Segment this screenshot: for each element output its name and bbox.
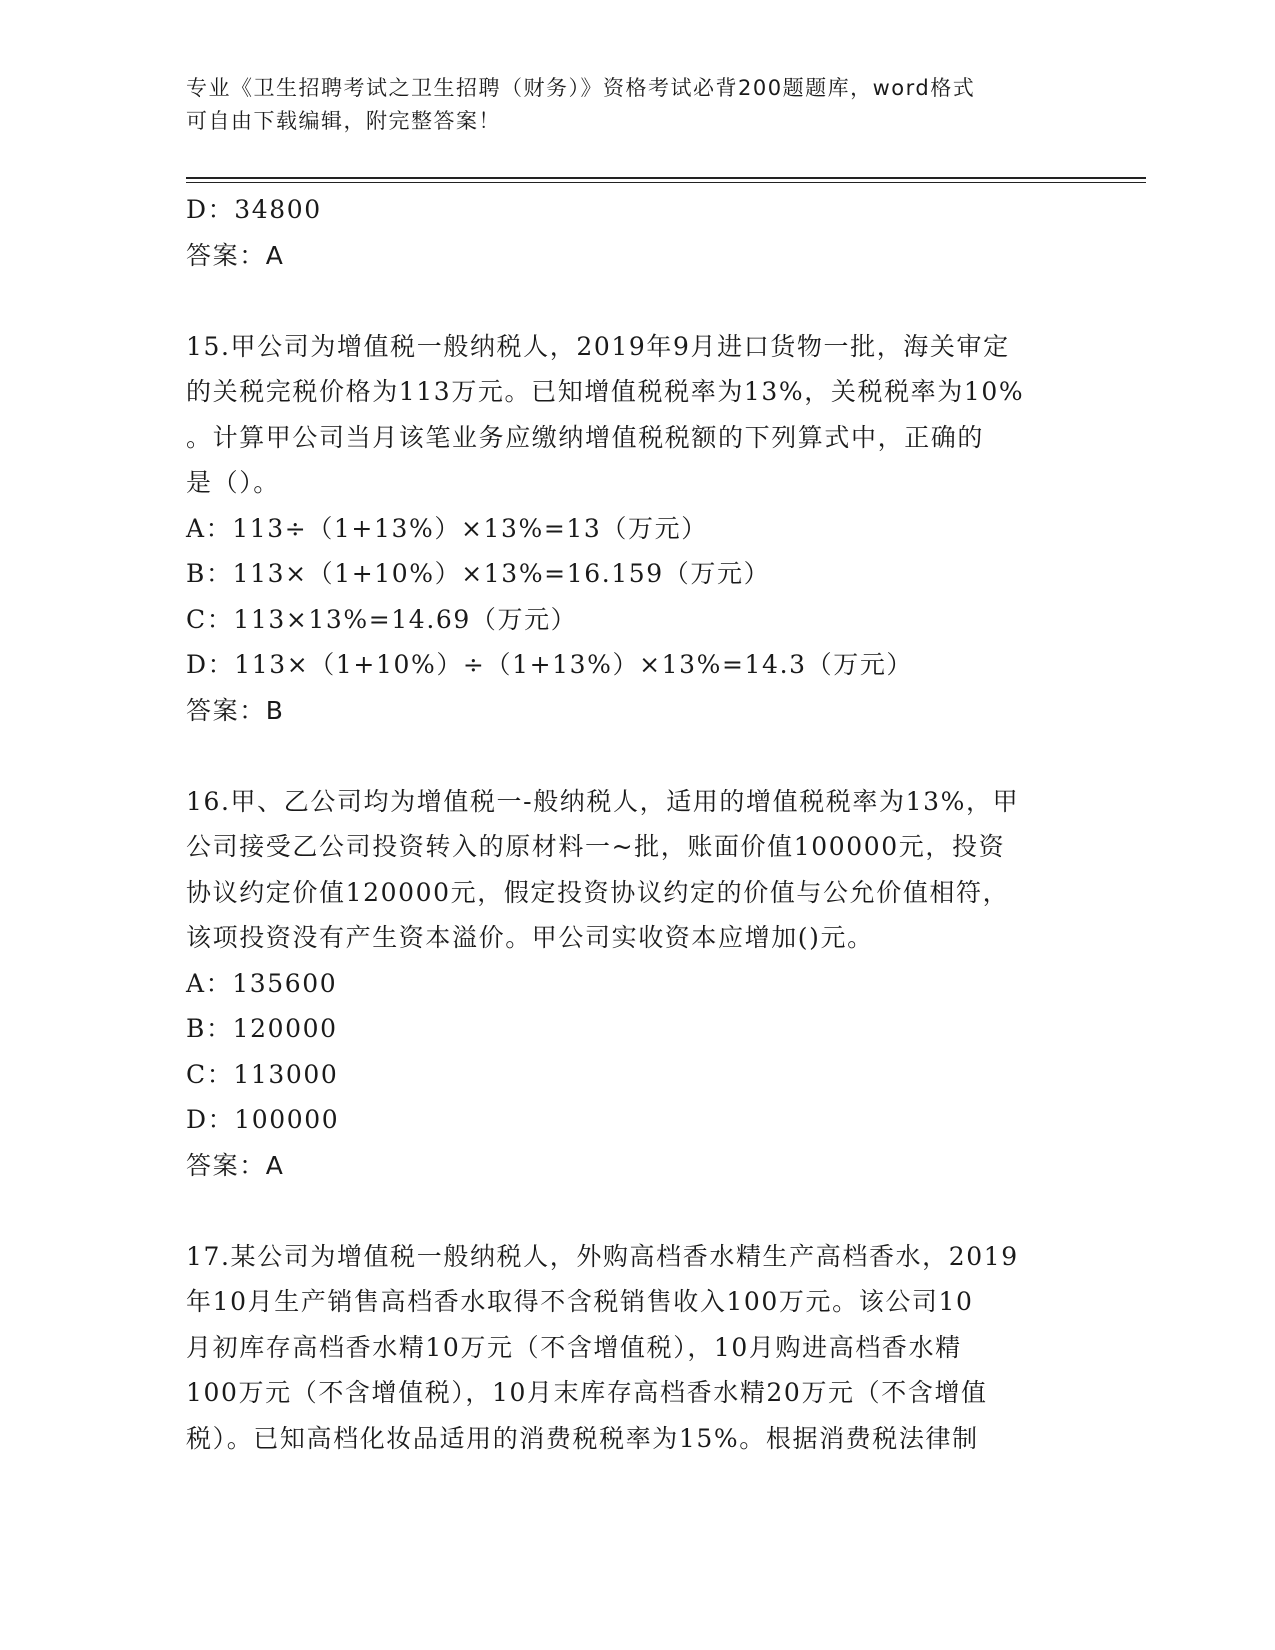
prev-answer: 答案：A: [186, 240, 285, 270]
q15-stem-line: 。计算甲公司当月该笔业务应缴纳增值税税额的下列算式中，正确的: [186, 422, 985, 452]
question-16: [186, 779, 1086, 1189]
q15-option-c: C：113×13%=14.69（万元）: [186, 604, 578, 634]
q16-stem-line: 该项投资没有产生资本溢价。甲公司实收资本应增加()元。: [186, 923, 874, 952]
header-rule-thin: [186, 182, 1146, 183]
question-15: [186, 324, 1086, 734]
q15-option-a: A：113÷（1+13%）×13%=13（万元）: [186, 513, 708, 543]
spacer: [186, 1188, 1086, 1234]
q15-option-d: D：113×（1+10%）÷（1+13%）×13%=14.3（万元）: [186, 650, 914, 679]
header-line-1: 专业《卫生招聘考试之卫生招聘（财务）》资格考试必背200题题库，word格式: [186, 76, 976, 100]
q16-option-c: C：113000: [186, 1059, 339, 1089]
q16-option-a: A：135600: [186, 968, 338, 998]
q16-answer: 答案：A: [186, 1150, 285, 1180]
q16-stem-line: 协议约定价值120000元，假定投资协议约定的价值与公允价值相符，: [186, 877, 1010, 907]
prev-option-d: D：34800: [186, 195, 322, 224]
q16-option-b: B：120000: [186, 1014, 338, 1043]
q17-stem-line: 税）。已知高档化妆品适用的消费税税率为15%。根据消费税法律制: [186, 1423, 979, 1453]
q15-answer: 答案：B: [186, 695, 285, 725]
header-line-2: 可自由下载编辑，附完整答案！: [186, 109, 501, 133]
q15-stem-line: 是（）。: [186, 468, 280, 497]
q17-stem-line: 月初库存高档香水精10万元（不含增值税），10月购进高档香水精: [186, 1332, 962, 1362]
spacer: [186, 733, 1086, 779]
q16-stem-line: 16.甲、乙公司均为增值税一-般纳税人，适用的增值税税率为13%，甲: [186, 786, 1020, 816]
spacer: [186, 278, 1086, 324]
q17-stem-line: 100万元（不含增值税），10月末库存高档香水精20万元（不含增值: [186, 1378, 988, 1407]
header-rule-thick: [186, 177, 1146, 179]
document-header: [186, 72, 1086, 138]
document-body: [186, 187, 1086, 1461]
q15-stem-line: 15.甲公司为增值税一般纳税人，2019年9月进口货物一批，海关审定: [186, 331, 1010, 361]
question-17: [186, 1234, 1086, 1462]
q16-stem-line: 公司接受乙公司投资转入的原材料一~批，账面价值100000元，投资: [186, 832, 1006, 861]
q15-stem-line: 的关税完税价格为113万元。已知增值税税率为13%，关税税率为10%: [186, 377, 1025, 406]
q16-option-d: D：100000: [186, 1105, 340, 1134]
q15-option-b: B：113×（1+10%）×13%=16.159（万元）: [186, 559, 771, 588]
q17-stem-line: 17.某公司为增值税一般纳税人，外购高档香水精生产高档香水，2019: [186, 1241, 1019, 1271]
q17-stem-line: 年10月生产销售高档香水取得不含税销售收入100万元。该公司10: [186, 1287, 974, 1316]
